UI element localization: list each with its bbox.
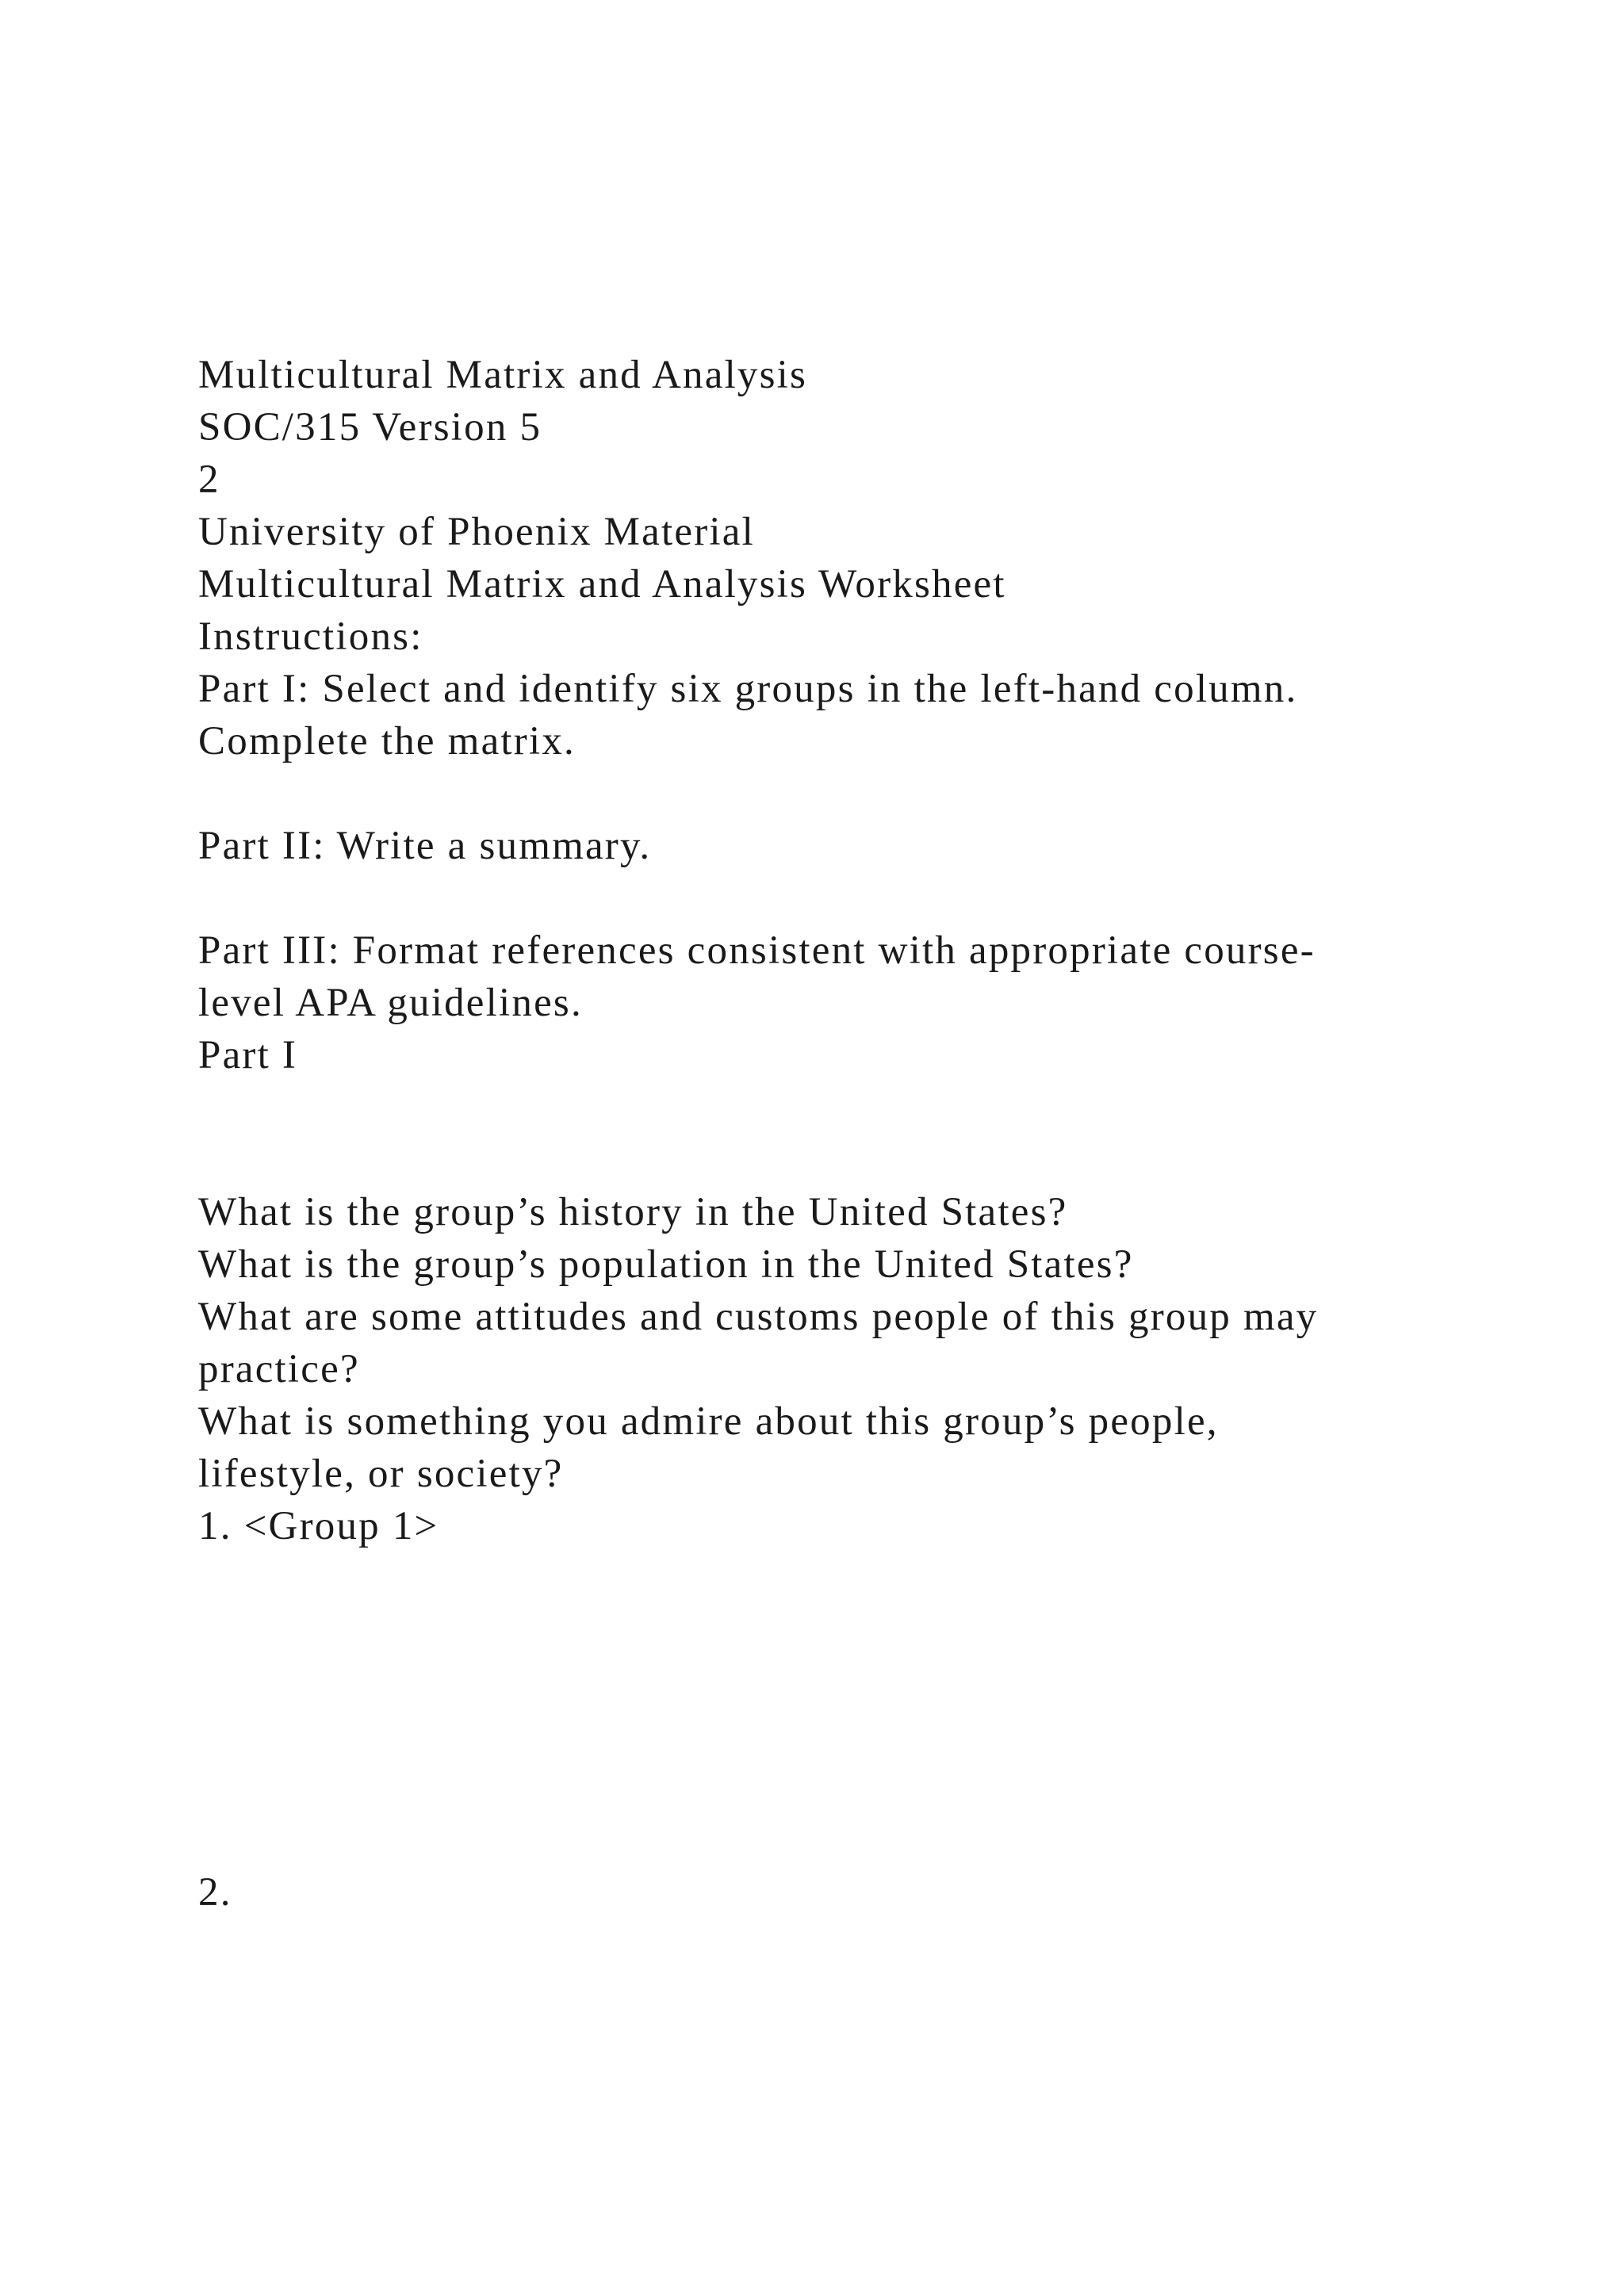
- part2-instruction: Part II: Write a summary.: [198, 824, 652, 868]
- matrix-row-group-2: 2.: [198, 1870, 232, 1915]
- page-number: 2: [198, 457, 220, 502]
- instructions-label: Instructions:: [198, 614, 423, 659]
- spacer: [198, 767, 1467, 820]
- document-body: [198, 349, 1467, 1919]
- part3-instruction-line1: Part III: Format references consistent with appropriate course-: [198, 928, 1316, 973]
- institution-name: University of Phoenix Material: [198, 510, 755, 554]
- part1-instruction-line2: Complete the matrix.: [198, 719, 576, 763]
- matrix-question-attitudes-line2: practice?: [198, 1347, 360, 1391]
- part1-instruction-line1: Part I: Select and identify six groups in the left-hand column.: [198, 667, 1298, 711]
- part3-instruction-line2: level APA guidelines.: [198, 981, 583, 1025]
- spacer: [198, 1552, 1467, 1866]
- document-title: Multicultural Matrix and Analysis: [198, 353, 808, 397]
- matrix-question-admire-line1: What is something you admire about this group’s people,: [198, 1399, 1219, 1444]
- matrix-question-history: What is the group’s history in the United States?: [198, 1190, 1068, 1234]
- matrix-question-population: What is the group’s population in the United States?: [198, 1242, 1134, 1287]
- course-version: SOC/315 Version 5: [198, 405, 542, 450]
- matrix-question-attitudes-line1: What are some attitudes and customs people of this group may: [198, 1295, 1319, 1339]
- matrix-question-admire-line2: lifestyle, or society?: [198, 1452, 564, 1496]
- spacer: [198, 1081, 1467, 1134]
- spacer: [198, 1134, 1467, 1186]
- matrix-row-group-1: 1. <Group 1>: [198, 1504, 439, 1548]
- spacer: [198, 872, 1467, 924]
- worksheet-title: Multicultural Matrix and Analysis Worksheet: [198, 562, 1006, 607]
- part1-heading: Part I: [198, 1033, 298, 1077]
